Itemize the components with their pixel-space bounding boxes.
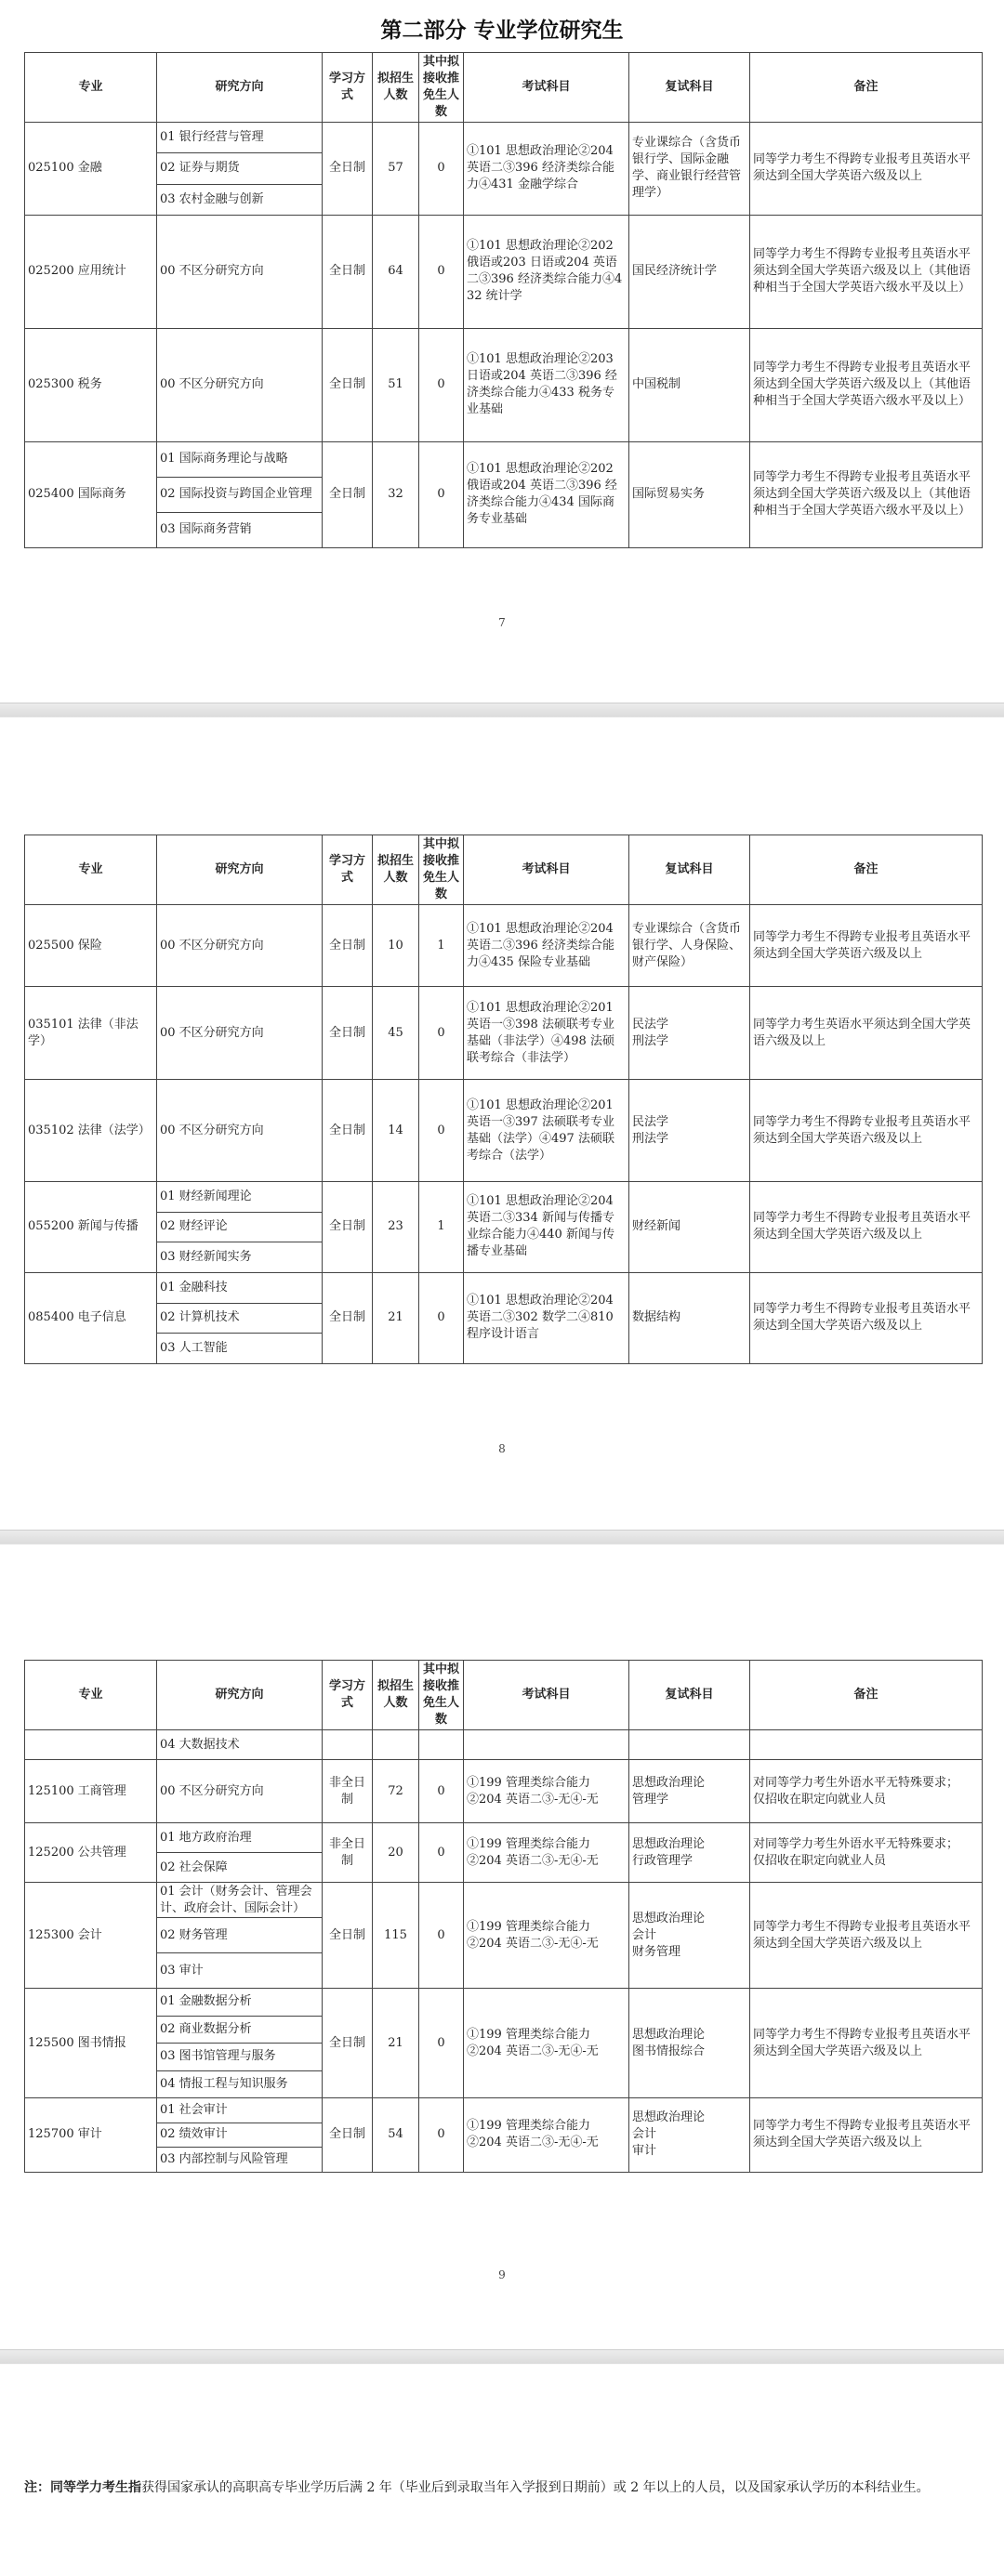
mode-cell: 全日制: [323, 1989, 373, 2098]
note-cell: 同等学力考生不得跨专业报考且英语水平须达到全国大学英语六级及以上（其他语种相当于全国大学英语六级水平及以上）: [750, 441, 983, 547]
note-cell: 同等学力考生不得跨专业报考且英语水平须达到全国大学英语六级及以上（其他语种相当于全国大学英语六级水平及以上）: [750, 215, 983, 328]
footnote-lead: 注：同等学力考生指: [24, 2480, 141, 2495]
tuimian-count-cell: 0: [419, 1080, 464, 1182]
tuimian-count-cell: 0: [419, 215, 464, 328]
enroll-count-cell: 23: [373, 1182, 419, 1273]
tuimian-count-cell: 0: [419, 441, 464, 547]
direction-cell: 02 绩效审计: [157, 2123, 323, 2148]
table-row: [25, 987, 983, 1080]
header-direction: 研究方向: [157, 1661, 323, 1730]
table-row: [25, 2098, 983, 2123]
note-cell: 同等学力考生不得跨专业报考且英语水平须达到全国大学英语六级及以上: [750, 905, 983, 987]
direction-cell: 00 不区分研究方向: [157, 1080, 323, 1182]
retest-subjects-cell: 财经新闻: [629, 1182, 750, 1273]
direction-cell: 02 财经评论: [157, 1212, 323, 1242]
page-separator: [0, 1530, 1004, 1544]
note-cell: 同等学力考生不得跨专业报考且英语水平须达到全国大学英语六级及以上: [750, 123, 983, 216]
direction-cell: 03 内部控制与风险管理: [157, 2148, 323, 2173]
mode-cell: 全日制: [323, 123, 373, 216]
direction-cell: 00 不区分研究方向: [157, 215, 323, 328]
mode-cell: 全日制: [323, 987, 373, 1080]
enroll-count-cell: 45: [373, 987, 419, 1080]
direction-cell: 01 地方政府治理: [157, 1823, 323, 1853]
enroll-count-cell: 14: [373, 1080, 419, 1182]
enroll-count-cell: 54: [373, 2098, 419, 2173]
tuimian-count-cell: 0: [419, 987, 464, 1080]
mode-cell: 全日制: [323, 1080, 373, 1182]
table-row: [25, 1080, 983, 1182]
empty-cell: [464, 1730, 629, 1760]
exam-subjects-cell: ①199 管理类综合能力 ②204 英语二③-无④-无: [464, 1883, 629, 1989]
direction-cell: 04 情报工程与知识服务: [157, 2070, 323, 2098]
header-major: 专业: [25, 1661, 157, 1730]
note-cell: 对同等学力考生外语水平无特殊要求； 仅招收在职定向就业人员: [750, 1760, 983, 1823]
direction-cell: 03 图书馆管理与服务: [157, 2044, 323, 2071]
major-cell: 035101 法律（非法学）: [25, 987, 157, 1080]
header-exam: 考试科目: [464, 53, 629, 123]
header-note: 备注: [750, 53, 983, 123]
tuimian-count-cell: 1: [419, 905, 464, 987]
table-row: [25, 1272, 983, 1303]
header-mode: 学习方式: [323, 53, 373, 123]
table-row: [25, 328, 983, 441]
mode-cell: 非全日制: [323, 1823, 373, 1883]
exam-subjects-cell: ①199 管理类综合能力 ②204 英语二③-无④-无: [464, 1760, 629, 1823]
direction-cell: 04 大数据技术: [157, 1730, 323, 1760]
page-title: 第二部分 专业学位研究生: [380, 19, 624, 43]
header-direction: 研究方向: [157, 53, 323, 123]
direction-cell: 01 金融科技: [157, 1272, 323, 1303]
page-number: 8: [498, 1442, 506, 1455]
page-number: 9: [498, 2268, 506, 2281]
empty-cell: [419, 1730, 464, 1760]
note-cell: 同等学力考生不得跨专业报考且英语水平须达到全国大学英语六级及以上: [750, 1883, 983, 1989]
exam-subjects-cell: ①101 思想政治理论②201 英语一③397 法硕联考专业基础（法学）④497 法硕联考综合（法学）: [464, 1080, 629, 1182]
major-cell: 125200 公共管理: [25, 1823, 157, 1883]
major-cell: 125500 图书情报: [25, 1989, 157, 2098]
mode-cell: 非全日制: [323, 1760, 373, 1823]
table-row: [25, 1989, 983, 2017]
major-cell: 125100 工商管理: [25, 1760, 157, 1823]
direction-cell: 03 国际商务营销: [157, 512, 323, 547]
enroll-count-cell: 64: [373, 215, 419, 328]
header-mode: 学习方式: [323, 1661, 373, 1730]
enroll-count-cell: 115: [373, 1883, 419, 1989]
empty-cell: [750, 1730, 983, 1760]
major-cell: 025100 金融: [25, 123, 157, 216]
exam-subjects-cell: ①199 管理类综合能力 ②204 英语二③-无④-无: [464, 1823, 629, 1883]
direction-cell: 00 不区分研究方向: [157, 905, 323, 987]
table-row: [25, 1823, 983, 1853]
tuimian-count-cell: 0: [419, 328, 464, 441]
exam-subjects-cell: ①101 思想政治理论②202 俄语或204 英语二③396 经济类综合能力④434 国际商务专业基础: [464, 441, 629, 547]
retest-subjects-cell: 中国税制: [629, 328, 750, 441]
header-mode: 学习方式: [323, 835, 373, 905]
empty-cell: [373, 1730, 419, 1760]
mode-cell: 全日制: [323, 328, 373, 441]
table-row: [25, 1760, 983, 1823]
direction-cell: 02 国际投资与跨国企业管理: [157, 477, 323, 512]
note-cell: 对同等学力考生外语水平无特殊要求； 仅招收在职定向就业人员: [750, 1823, 983, 1883]
retest-subjects-cell: 民法学 刑法学: [629, 987, 750, 1080]
footnote-text: 获得国家承认的高职高专毕业学历后满 2 年（毕业后到录取当年入学报到日期前）或 2 年以上的人员，以及国家承认学历的本科结业生。: [141, 2480, 930, 2495]
exam-subjects-cell: ①101 思想政治理论②203 日语或204 英语二③396 经济类综合能力④433 税务专业基础: [464, 328, 629, 441]
retest-subjects-cell: 思想政治理论 行政管理学: [629, 1823, 750, 1883]
enroll-count-cell: 57: [373, 123, 419, 216]
header-exam: 考试科目: [464, 1661, 629, 1730]
enroll-count-cell: 72: [373, 1760, 419, 1823]
table-row: [25, 1182, 983, 1213]
mode-cell: 全日制: [323, 1272, 373, 1363]
mode-cell: 全日制: [323, 1182, 373, 1273]
note-cell: 同等学力考生不得跨专业报考且英语水平须达到全国大学英语六级及以上: [750, 1182, 983, 1273]
retest-subjects-cell: 思想政治理论 图书情报综合: [629, 1989, 750, 2098]
tuimian-count-cell: 0: [419, 123, 464, 216]
tuimian-count-cell: 0: [419, 2098, 464, 2173]
note-cell: 同等学力考生不得跨专业报考且英语水平须达到全国大学英语六级及以上: [750, 2098, 983, 2173]
direction-cell: 00 不区分研究方向: [157, 1760, 323, 1823]
enroll-count-cell: 51: [373, 328, 419, 441]
header-note: 备注: [750, 835, 983, 905]
enroll-count-cell: 10: [373, 905, 419, 987]
exam-subjects-cell: ①199 管理类综合能力 ②204 英语二③-无④-无: [464, 2098, 629, 2173]
mode-cell: 全日制: [323, 215, 373, 328]
exam-subjects-cell: ①199 管理类综合能力 ②204 英语二③-无④-无: [464, 1989, 629, 2098]
table-row: [25, 441, 983, 477]
retest-subjects-cell: 思想政治理论 会计 审计: [629, 2098, 750, 2173]
major-cell: 035102 法律（法学）: [25, 1080, 157, 1182]
footnote: [24, 2477, 982, 2499]
admissions-table-page-8: [24, 835, 983, 1364]
major-cell: 125300 会计: [25, 1883, 157, 1989]
mode-cell: 全日制: [323, 905, 373, 987]
tuimian-count-cell: 0: [419, 1883, 464, 1989]
direction-cell: 02 计算机技术: [157, 1303, 323, 1334]
direction-cell: 01 国际商务理论与战略: [157, 441, 323, 477]
major-cell: 125700 审计: [25, 2098, 157, 2173]
direction-cell: 02 商业数据分析: [157, 2016, 323, 2044]
direction-cell: 01 财经新闻理论: [157, 1182, 323, 1213]
exam-subjects-cell: ①101 思想政治理论②202 俄语或203 日语或204 英语二③396 经济类综合能力④432 统计学: [464, 215, 629, 328]
major-cell: 025300 税务: [25, 328, 157, 441]
direction-cell: 02 财务管理: [157, 1918, 323, 1953]
direction-cell: 00 不区分研究方向: [157, 328, 323, 441]
direction-cell: 02 社会保障: [157, 1853, 323, 1883]
empty-cell: [323, 1730, 373, 1760]
direction-cell: 02 证券与期货: [157, 153, 323, 184]
header-tuimian: 其中拟接收推免生人数: [419, 835, 464, 905]
header-direction: 研究方向: [157, 835, 323, 905]
tuimian-count-cell: 0: [419, 1760, 464, 1823]
page-number: 7: [498, 616, 506, 629]
header-enroll: 拟招生人数: [373, 1661, 419, 1730]
retest-subjects-cell: 专业课综合（含货币银行学、人身保险、财产保险）: [629, 905, 750, 987]
exam-subjects-cell: ①101 思想政治理论②204 英语二③334 新闻与传播专业综合能力④440 新闻与传播专业基础: [464, 1182, 629, 1273]
direction-cell: 01 会计（财务会计、管理会计、政府会计、国际会计）: [157, 1883, 323, 1918]
exam-subjects-cell: ①101 思想政治理论②204 英语二③396 经济类综合能力④431 金融学综合: [464, 123, 629, 216]
note-cell: 同等学力考生英语水平须达到全国大学英语六级及以上: [750, 987, 983, 1080]
note-cell: 同等学力考生不得跨专业报考且英语水平须达到全国大学英语六级及以上（其他语种相当于全国大学英语六级水平及以上）: [750, 328, 983, 441]
mode-cell: 全日制: [323, 441, 373, 547]
direction-cell: 03 审计: [157, 1953, 323, 1989]
admissions-table-page-7: [24, 52, 983, 548]
page-separator: [0, 2349, 1004, 2364]
header-tuimian: 其中拟接收推免生人数: [419, 1661, 464, 1730]
header-retest: 复试科目: [629, 835, 750, 905]
direction-cell: 01 金融数据分析: [157, 1989, 323, 2017]
direction-cell: 01 银行经营与管理: [157, 123, 323, 153]
major-cell: 025200 应用统计: [25, 215, 157, 328]
empty-cell: [25, 1730, 157, 1760]
header-enroll: 拟招生人数: [373, 835, 419, 905]
table-row: [25, 905, 983, 987]
major-cell: 085400 电子信息: [25, 1272, 157, 1363]
major-cell: 025500 保险: [25, 905, 157, 987]
header-enroll: 拟招生人数: [373, 53, 419, 123]
direction-cell: 00 不区分研究方向: [157, 987, 323, 1080]
direction-cell: 03 财经新闻实务: [157, 1242, 323, 1273]
note-cell: 同等学力考生不得跨专业报考且英语水平须达到全国大学英语六级及以上: [750, 1989, 983, 2098]
mode-cell: 全日制: [323, 2098, 373, 2173]
tuimian-count-cell: 0: [419, 1989, 464, 2098]
exam-subjects-cell: ①101 思想政治理论②204 英语二③396 经济类综合能力④435 保险专业基础: [464, 905, 629, 987]
tuimian-count-cell: 0: [419, 1272, 464, 1363]
direction-cell: 03 人工智能: [157, 1334, 323, 1364]
header-retest: 复试科目: [629, 53, 750, 123]
retest-subjects-cell: 专业课综合（含货币银行学、国际金融学、商业银行经营管理学）: [629, 123, 750, 216]
header-tuimian: 其中拟接收推免生人数: [419, 53, 464, 123]
retest-subjects-cell: 思想政治理论 管理学: [629, 1760, 750, 1823]
page-separator: [0, 703, 1004, 717]
retest-subjects-cell: 国民经济统计学: [629, 215, 750, 328]
enroll-count-cell: 21: [373, 1272, 419, 1363]
header-major: 专业: [25, 53, 157, 123]
retest-subjects-cell: 国际贸易实务: [629, 441, 750, 547]
empty-cell: [629, 1730, 750, 1760]
exam-subjects-cell: ①101 思想政治理论②204 英语二③302 数学二④810 程序设计语言: [464, 1272, 629, 1363]
table-row: [25, 123, 983, 153]
note-cell: 同等学力考生不得跨专业报考且英语水平须达到全国大学英语六级及以上: [750, 1080, 983, 1182]
major-cell: 055200 新闻与传播: [25, 1182, 157, 1273]
retest-subjects-cell: 民法学 刑法学: [629, 1080, 750, 1182]
retest-subjects-cell: 思想政治理论 会计 财务管理: [629, 1883, 750, 1989]
enroll-count-cell: 20: [373, 1823, 419, 1883]
retest-subjects-cell: 数据结构: [629, 1272, 750, 1363]
direction-cell: 03 农村金融与创新: [157, 184, 323, 215]
table-row: [25, 1883, 983, 1918]
header-retest: 复试科目: [629, 1661, 750, 1730]
major-cell: 025400 国际商务: [25, 441, 157, 547]
header-exam: 考试科目: [464, 835, 629, 905]
tuimian-count-cell: 1: [419, 1182, 464, 1273]
enroll-count-cell: 32: [373, 441, 419, 547]
table-row-continuation: [25, 1730, 983, 1760]
header-major: 专业: [25, 835, 157, 905]
table-row: [25, 215, 983, 328]
note-cell: 同等学力考生不得跨专业报考且英语水平须达到全国大学英语六级及以上: [750, 1272, 983, 1363]
exam-subjects-cell: ①101 思想政治理论②201 英语一③398 法硕联考专业基础（非法学）④498 法硕联考综合（非法学）: [464, 987, 629, 1080]
direction-cell: 01 社会审计: [157, 2098, 323, 2123]
tuimian-count-cell: 0: [419, 1823, 464, 1883]
enroll-count-cell: 21: [373, 1989, 419, 2098]
header-note: 备注: [750, 1661, 983, 1730]
admissions-table-page-9: [24, 1660, 983, 2173]
mode-cell: 全日制: [323, 1883, 373, 1989]
